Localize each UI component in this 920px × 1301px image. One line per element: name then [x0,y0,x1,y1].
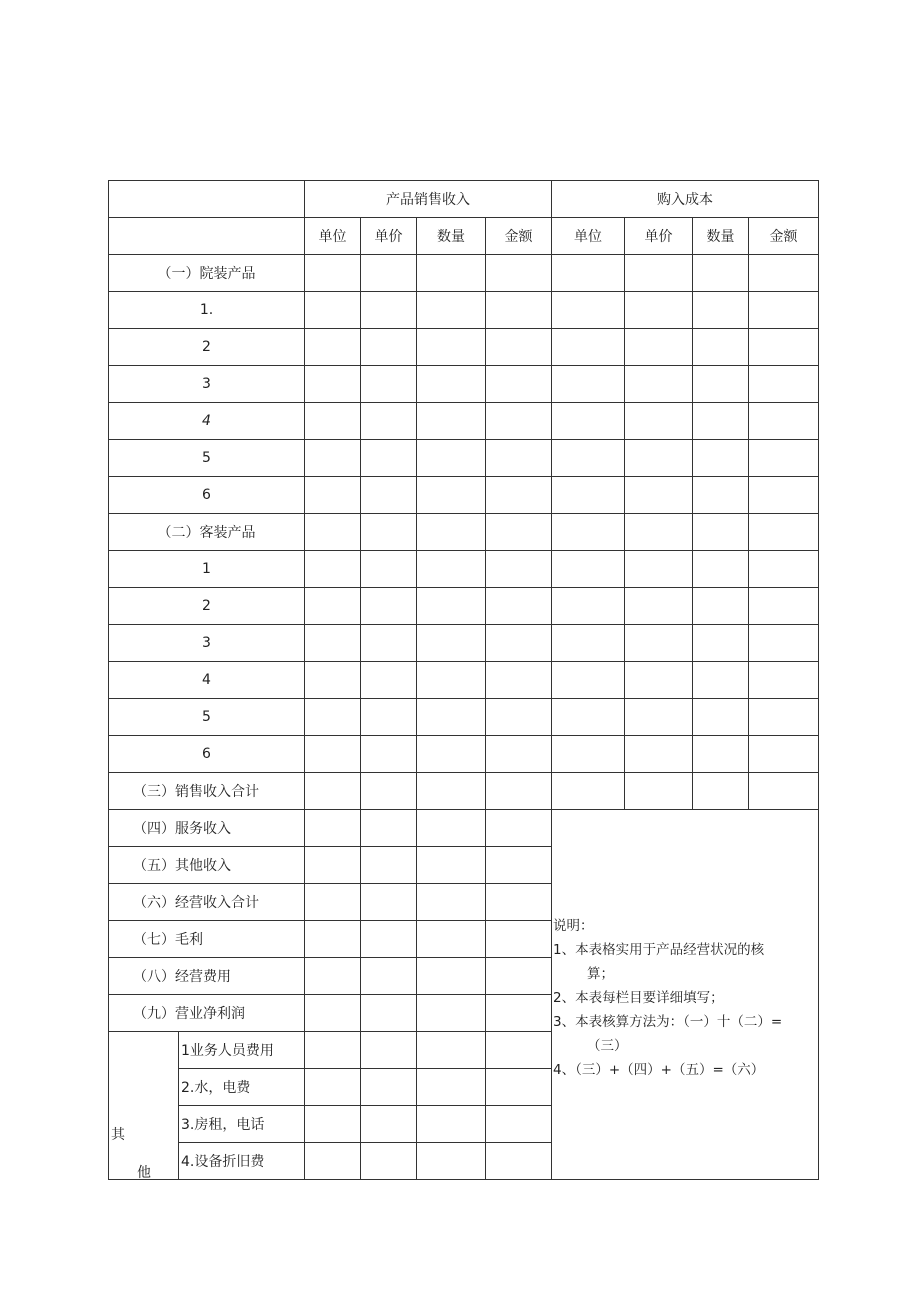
input-cell[interactable] [305,1143,361,1180]
input-cell[interactable] [486,514,552,551]
input-cell[interactable] [625,292,693,329]
notes-line-1: 1、本表格实用于产品经营状况的核 [553,942,765,958]
input-cell[interactable] [486,699,552,736]
table-row [109,625,819,662]
row-label: 4 [109,662,305,699]
input-cell[interactable] [693,329,749,366]
input-cell[interactable] [749,329,819,366]
input-cell[interactable] [361,440,417,477]
cost-amount-header: 金额 [749,218,819,255]
input-cell[interactable] [749,773,819,810]
input-cell[interactable] [486,440,552,477]
input-cell[interactable] [305,366,361,403]
notes-line-3-cont: （三） [587,1038,628,1054]
table-row [109,329,819,366]
row-label: 3 [109,366,305,403]
input-cell[interactable] [417,366,486,403]
input-cell[interactable] [486,477,552,514]
input-cell[interactable] [486,662,552,699]
other-item-label: 2.水，电费 [179,1069,305,1106]
input-cell[interactable] [486,292,552,329]
input-cell[interactable] [625,773,693,810]
input-cell[interactable] [417,958,486,995]
input-cell[interactable] [749,514,819,551]
input-cell[interactable] [552,736,625,773]
input-cell[interactable] [417,884,486,921]
input-cell[interactable] [361,551,417,588]
section-yuan-label: （一）院装产品 [109,255,305,292]
input-cell[interactable] [486,810,552,847]
input-cell[interactable] [417,921,486,958]
input-cell[interactable] [417,588,486,625]
input-cell[interactable] [552,625,625,662]
input-cell[interactable] [486,847,552,884]
input-cell[interactable] [417,699,486,736]
input-cell[interactable] [693,625,749,662]
other-category-label-bottom: 他 [137,1165,151,1180]
input-cell[interactable] [749,440,819,477]
input-cell[interactable] [693,514,749,551]
input-cell[interactable] [417,329,486,366]
header-row-1 [109,181,819,218]
notes-line-4: 4、（三）+（四）+（五）=（六） [553,1062,765,1078]
input-cell[interactable] [552,773,625,810]
table-row [109,366,819,403]
row-label: 5 [109,440,305,477]
sales-group-header: 产品销售收入 [305,181,552,218]
input-cell[interactable] [417,255,486,292]
input-cell[interactable] [305,588,361,625]
input-cell[interactable] [361,329,417,366]
section-ke-label: （二）客装产品 [109,514,305,551]
input-cell[interactable] [749,255,819,292]
input-cell[interactable] [693,773,749,810]
input-cell[interactable] [361,847,417,884]
input-cell[interactable] [486,255,552,292]
gross-profit-label: （七）毛利 [109,921,305,958]
input-cell[interactable] [749,477,819,514]
input-cell[interactable] [486,995,552,1032]
row-label: 2 [109,329,305,366]
sales-unit-header: 单位 [305,218,361,255]
input-cell[interactable] [625,366,693,403]
input-cell[interactable] [305,1106,361,1143]
cost-price-header: 单价 [625,218,693,255]
input-cell[interactable] [552,662,625,699]
input-cell[interactable] [749,736,819,773]
net-profit-label: （九）营业净利润 [109,995,305,1032]
table-row [109,255,819,292]
input-cell[interactable] [625,477,693,514]
input-cell[interactable] [417,292,486,329]
input-cell[interactable] [486,1032,552,1069]
input-cell[interactable] [625,699,693,736]
input-cell[interactable] [417,551,486,588]
input-cell[interactable] [361,662,417,699]
other-category-cell [109,1032,179,1180]
input-cell[interactable] [361,477,417,514]
input-cell[interactable] [417,440,486,477]
table-row [109,699,819,736]
input-cell[interactable] [486,625,552,662]
row-label: 1 [109,551,305,588]
input-cell[interactable] [486,1106,552,1143]
input-cell[interactable] [552,440,625,477]
input-cell[interactable] [417,736,486,773]
input-cell[interactable] [305,477,361,514]
table-row [109,514,819,551]
input-cell[interactable] [552,329,625,366]
input-cell[interactable] [417,773,486,810]
input-cell[interactable] [625,403,693,440]
input-cell[interactable] [305,255,361,292]
input-cell[interactable] [361,403,417,440]
other-item-label: 3.房租，电话 [179,1106,305,1143]
table-row [109,773,819,810]
input-cell[interactable] [305,736,361,773]
input-cell[interactable] [693,736,749,773]
input-cell[interactable] [361,958,417,995]
input-cell[interactable] [625,440,693,477]
input-cell[interactable] [417,625,486,662]
row-label: 6 [109,477,305,514]
input-cell[interactable] [417,662,486,699]
input-cell[interactable] [693,477,749,514]
other-item-label: 4.设备折旧费 [179,1143,305,1180]
input-cell[interactable] [361,699,417,736]
input-cell[interactable] [305,884,361,921]
input-cell[interactable] [552,514,625,551]
input-cell[interactable] [305,1032,361,1069]
table-row [109,551,819,588]
input-cell[interactable] [361,736,417,773]
input-cell[interactable] [749,588,819,625]
input-cell[interactable] [305,514,361,551]
input-cell[interactable] [361,884,417,921]
table-row [109,403,819,440]
input-cell[interactable] [693,588,749,625]
notes-line-2: 2、本表每栏目要详细填写； [553,990,724,1006]
row-label: 2 [109,588,305,625]
header-corner-cell [109,218,305,255]
input-cell[interactable] [625,551,693,588]
input-cell[interactable] [305,810,361,847]
input-cell[interactable] [693,292,749,329]
sales-amount-header: 金额 [486,218,552,255]
input-cell[interactable] [693,662,749,699]
input-cell[interactable] [361,1106,417,1143]
input-cell[interactable] [693,403,749,440]
input-cell[interactable] [693,699,749,736]
input-cell[interactable] [749,625,819,662]
input-cell[interactable] [361,921,417,958]
input-cell[interactable] [305,1069,361,1106]
input-cell[interactable] [305,292,361,329]
input-cell[interactable] [361,995,417,1032]
header-corner-cell [109,181,305,218]
table-row [109,736,819,773]
input-cell[interactable] [305,403,361,440]
input-cell[interactable] [749,699,819,736]
other-category-label-top: 其 [111,1127,125,1143]
input-cell[interactable] [693,255,749,292]
input-cell[interactable] [486,588,552,625]
row-label: 6 [109,736,305,773]
input-cell[interactable] [552,699,625,736]
table-row [109,588,819,625]
input-cell[interactable] [552,403,625,440]
table-row [109,477,819,514]
operating-expense-label: （八）经营费用 [109,958,305,995]
header-row-2 [109,218,819,255]
input-cell[interactable] [361,366,417,403]
input-cell[interactable] [486,366,552,403]
input-cell[interactable] [693,551,749,588]
cost-qty-header: 数量 [693,218,749,255]
input-cell[interactable] [305,847,361,884]
sales-price-header: 单价 [361,218,417,255]
input-cell[interactable] [361,625,417,662]
input-cell[interactable] [625,625,693,662]
input-cell[interactable] [625,662,693,699]
input-cell[interactable] [417,514,486,551]
input-cell[interactable] [486,1069,552,1106]
table-row [109,292,819,329]
table-row [109,662,819,699]
input-cell[interactable] [486,921,552,958]
row-label: 1. [109,292,305,329]
input-cell[interactable] [305,662,361,699]
input-cell[interactable] [749,366,819,403]
input-cell[interactable] [486,884,552,921]
product-operation-form [108,180,819,1180]
input-cell[interactable] [305,551,361,588]
input-cell[interactable] [486,958,552,995]
service-income-label: （四）服务收入 [109,810,305,847]
input-cell[interactable] [361,292,417,329]
sales-qty-header: 数量 [417,218,486,255]
input-cell[interactable] [552,366,625,403]
input-cell[interactable] [305,699,361,736]
input-cell[interactable] [486,403,552,440]
notes-text [553,914,815,1082]
row-label: 3 [109,625,305,662]
notes-line-3: 3、本表核算方法为：（一）十（二）= [553,1014,783,1030]
input-cell[interactable] [749,551,819,588]
row-label: 4 [109,403,305,440]
input-cell[interactable] [625,329,693,366]
input-cell[interactable] [305,921,361,958]
input-cell[interactable] [305,995,361,1032]
input-cell[interactable] [486,773,552,810]
table-row [109,810,819,847]
other-income-label: （五）其他收入 [109,847,305,884]
input-cell[interactable] [361,810,417,847]
input-cell[interactable] [552,551,625,588]
input-cell[interactable] [552,255,625,292]
notes-panel [552,810,819,1180]
input-cell[interactable] [552,588,625,625]
input-cell[interactable] [305,625,361,662]
input-cell[interactable] [417,1069,486,1106]
input-cell[interactable] [361,773,417,810]
notes-line-1-cont: 算； [587,966,614,982]
input-cell[interactable] [417,810,486,847]
input-cell[interactable] [693,440,749,477]
input-cell[interactable] [417,1032,486,1069]
input-cell[interactable] [625,736,693,773]
input-cell[interactable] [749,292,819,329]
input-cell[interactable] [361,514,417,551]
cost-group-header: 购入成本 [552,181,819,218]
input-cell[interactable] [417,1143,486,1180]
input-cell[interactable] [486,736,552,773]
input-cell[interactable] [361,1069,417,1106]
input-cell[interactable] [552,477,625,514]
input-cell[interactable] [305,958,361,995]
input-cell[interactable] [625,255,693,292]
input-cell[interactable] [361,588,417,625]
input-cell[interactable] [486,551,552,588]
input-cell[interactable] [305,329,361,366]
table-row [109,440,819,477]
sales-total-label: （三）销售收入合计 [109,773,305,810]
input-cell[interactable] [305,773,361,810]
input-cell[interactable] [417,847,486,884]
input-cell[interactable] [417,403,486,440]
input-cell[interactable] [625,514,693,551]
other-item-label: 1业务人员费用 [179,1032,305,1069]
input-cell[interactable] [693,366,749,403]
input-cell[interactable] [361,1143,417,1180]
input-cell[interactable] [749,403,819,440]
input-cell[interactable] [305,440,361,477]
cost-unit-header: 单位 [552,218,625,255]
input-cell[interactable] [486,1143,552,1180]
input-cell[interactable] [625,588,693,625]
input-cell[interactable] [361,255,417,292]
input-cell[interactable] [417,1106,486,1143]
notes-title: 说明： [553,918,594,934]
input-cell[interactable] [417,477,486,514]
input-cell[interactable] [417,995,486,1032]
operating-total-label: （六）经营收入合计 [109,884,305,921]
input-cell[interactable] [552,292,625,329]
input-cell[interactable] [486,329,552,366]
input-cell[interactable] [361,1032,417,1069]
input-cell[interactable] [749,662,819,699]
row-label: 5 [109,699,305,736]
